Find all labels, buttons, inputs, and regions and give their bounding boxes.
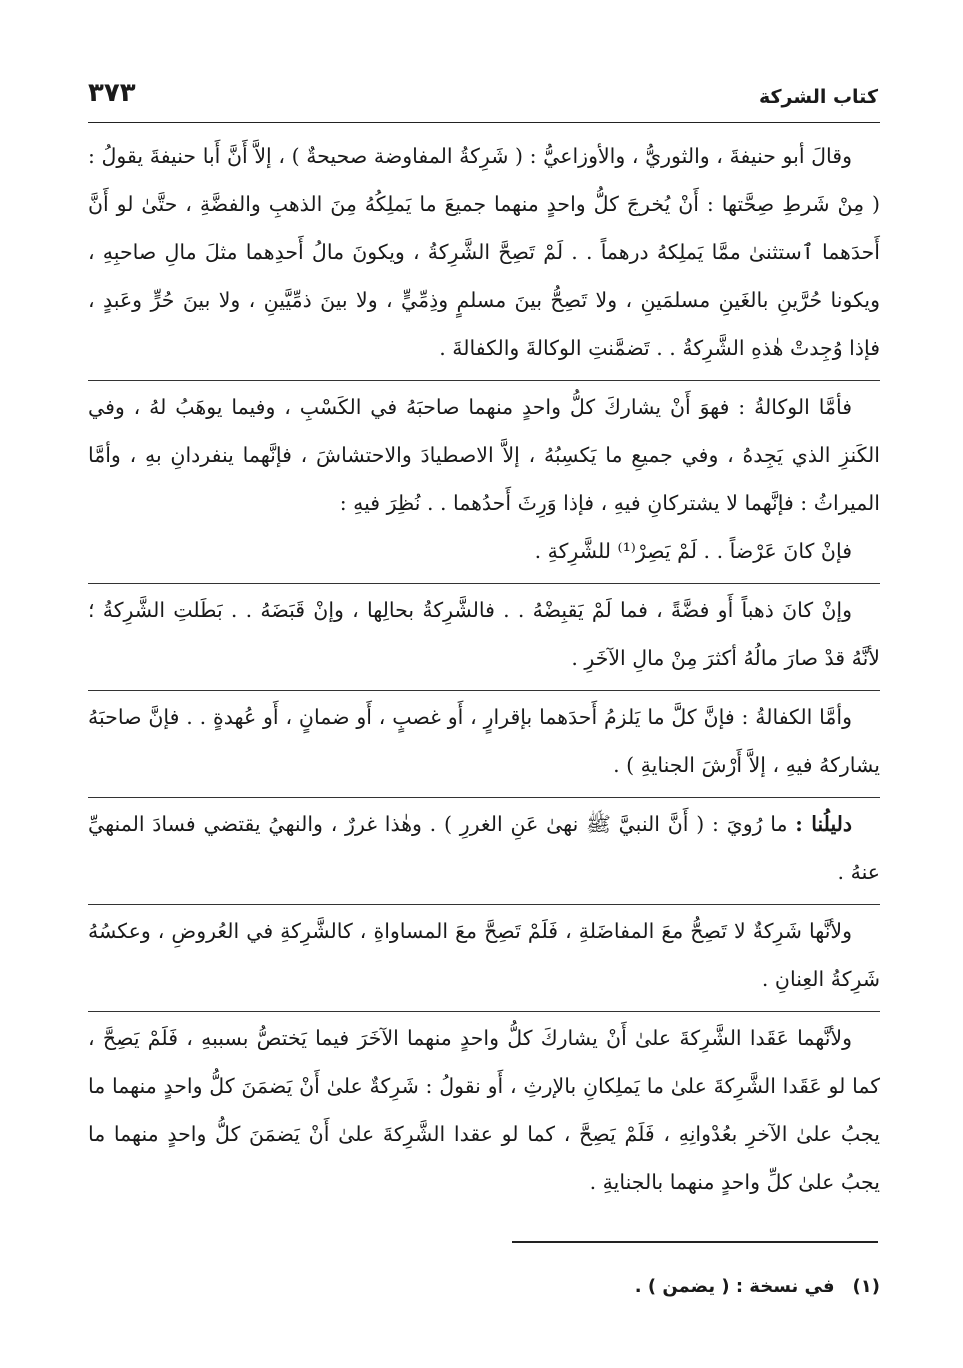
paragraph: فإنْ كانَ عَرْضاً . . لَمْ يَصِرْ⁽¹⁾ للشَّرِكةِ . bbox=[534, 539, 852, 563]
main-text bbox=[88, 132, 880, 1206]
header-rule bbox=[88, 122, 880, 123]
paragraph-lead: دليلُنا : bbox=[795, 812, 853, 836]
running-title: كتاب الشركة bbox=[758, 86, 878, 108]
footnote-rule bbox=[512, 1241, 878, 1243]
page-header bbox=[88, 78, 878, 118]
footnote bbox=[88, 1276, 880, 1297]
paragraph: فأمَّا الوكالةُ : فهوَ أَنْ يشاركَ كلُّ واحدٍ منهما صاحبَهُ في الكَسْبِ ، وفيما يوهَبُ لهُ ، وفي الكَنزِ الذي يَجِدهُ ، وفي جميعِ ما يَكسِبُهُ ، إلاَّ الاصطيادَ والاحتشاشَ ، فإنَّهما ينفردانِ بهِ ، وأمَّا الميراثُ : فإنَّهما لا يشتركانِ فيهِ ، فإذا وَرِثَ أَحدُهما . . نُظِرَ فيهِ : bbox=[88, 380, 880, 527]
paragraph: وقالَ أبو حنيفةَ ، والثوريُّ ، والأوزاعيُّ : ( شَرِكةُ المفاوضة صحيحةٌ ) ، إلاَّ أَنَّ أَبا حنيفةَ يقولُ : ( مِنْ شَرطِ صِحَّتها : أَنْ يُخرجَ كلُّ واحدٍ منهما جميعَ ما يَملِكُهُ مِنَ الذهبِ والفضَّةِ ، حتَّىٰ لو أَنَّ أَحدَهما ٱستثنىٰ ممَّا يَملِكهُ درهماً . . لَمْ تَصِحَّ الشَّرِكةُ ، ويكونَ مالُ أَحدِهما مثلَ مالِ صاحبِهِ ، ويكونا حُرَّينِ بالغَينِ مسلمَينِ ، ولا تَصِحُّ بينَ مسلمٍ وذِمِّيٍّ ، ولا بينَ ذمِّيَّينِ ، ولا بينَ حُرٍّ وعَبدٍ ، فإذا وُجِدتْ هٰذهِ الشَّرِكةُ . . تَضمَّنتِ الوكالةَ والكفالةَ . bbox=[88, 144, 880, 360]
paragraph: وإنْ كانَ ذهباً أَو فضَّةً ، فما لَمْ يَقبِضْهُ . . فالشَّرِكةُ بحالِها ، وإنْ قَبَضَهُ . . بَطَلتِ الشَّرِكةُ ؛ لأنَّهُ قدْ صارَ مالُهُ أكثرَ مِنْ مالِ الآخَرِ . bbox=[88, 583, 880, 682]
paragraph: ولأنَّها شَرِكةٌ لا تَصِحُّ معَ المفاضَلةِ ، فَلَمْ تَصِحَّ معَ المساواةِ ، كالشَّرِكةِ في العُروضِ ، وعكسُهُ شَرِكةُ العِنانِ . bbox=[88, 904, 880, 1003]
paragraph: ولأنَّهما عَقَدا الشَّرِكةَ علىٰ أَنْ يشاركَ كلُّ واحدٍ منهما الآخَرَ فيما يَختصُّ بسببهِ ، فَلَمْ يَصِحَّ ، كما لو عَقَدا الشَّرِكةَ علىٰ ما يَملِكانِ بالإرثِ ، أَو نقولُ : شَرِكةٌ علىٰ أَنْ يَضمَنَ كلُّ واحدٍ منهما ما يجبُ علىٰ الآخرِ بعُدْوانِهِ ، فَلَمْ يَصِحَّ ، كما لو عقدا الشَّرِكةَ علىٰ أَنْ يَضمَنَ كلُّ واحدٍ منهما ما يجبُ علىٰ كلِّ واحدٍ منهما بالجنايةِ . bbox=[88, 1011, 880, 1206]
footnote-text: في نسخة : ( يضمن ) . bbox=[634, 1276, 835, 1297]
page-number: ٣٧٣ bbox=[88, 78, 136, 108]
paragraph: وأمَّا الكفالةُ : فإنَّ كلَّ ما يَلزمُ أَحدَهما بإقرارٍ ، أَو غصبٍ ، أَو ضمانٍ ، أَو عُهدةٍ . . فإنَّ صاحبَهُ يشاركهُ فيهِ ، إلاَّ أَرْشَ الجنايةِ ) . bbox=[88, 690, 880, 789]
footnote-number: (١) bbox=[852, 1276, 880, 1297]
paragraph bbox=[88, 797, 880, 896]
paragraph-body: ما رُويَ : ( أَنَّ النبيَّ ﷺ نهىٰ عَنِ الغررِ ) . وهٰذا غررٌ ، والنهيُ يقتضي فسادَ المنهيِّ عنهُ . bbox=[88, 812, 880, 884]
